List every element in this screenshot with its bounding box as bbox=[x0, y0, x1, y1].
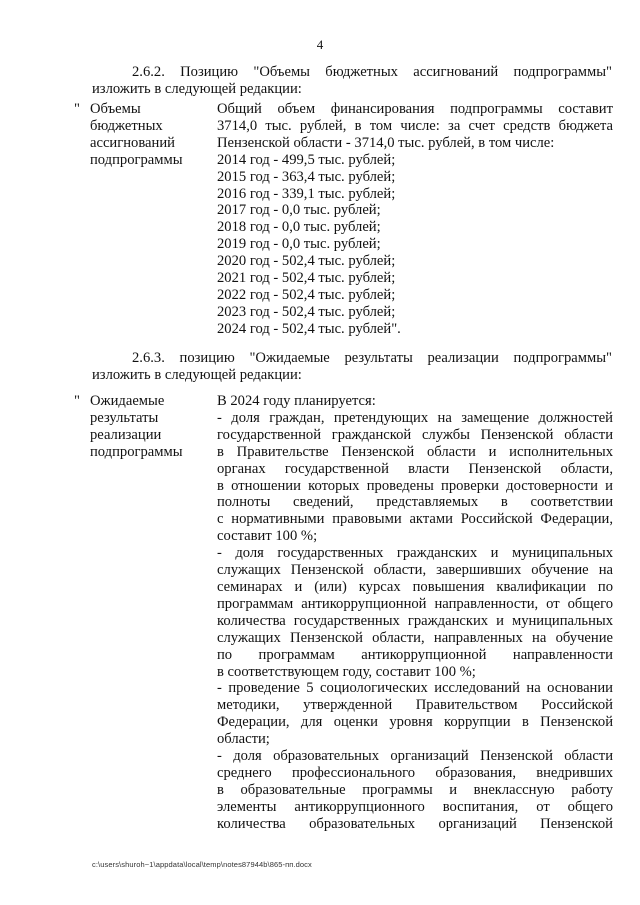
content-line: 3714,0 тыс. рублей, в том числе: за счет средств бюджета bbox=[217, 117, 613, 134]
content-line: Федерации, для оценки уровня коррупции в Пензенской bbox=[217, 714, 613, 731]
content-line: В 2024 году планируется: bbox=[217, 393, 376, 409]
content-line: элементы антикоррупционного воспитания, от общего bbox=[217, 798, 613, 815]
content-line: служащих Пензенской области, направленных на обучение bbox=[217, 629, 613, 646]
year-line: 2021 год - 502,4 тыс. рублей; bbox=[217, 270, 396, 287]
year-line: 2023 год - 502,4 тыс. рублей; bbox=[217, 303, 396, 320]
content-line: - проведение 5 социологических исследований на основании bbox=[217, 680, 613, 697]
content-line: по программам антикоррупционной направленности bbox=[217, 646, 613, 663]
label-line: Ожидаемые bbox=[90, 393, 165, 409]
file-path-footer: c:\users\shuroh~1\appdata\local\temp\notes87944b\865-пп.docx bbox=[92, 860, 312, 869]
section-heading-2-6-3: 2.6.3. позицию "Ожидаемые результаты реализации подпрограммы" изложить в следующей редакции: bbox=[92, 350, 612, 383]
page-number: 4 bbox=[316, 37, 324, 52]
content-line: в Правительстве Пензенской области и исполнительных bbox=[217, 443, 613, 460]
year-line: 2015 год - 363,4 тыс. рублей; bbox=[217, 168, 396, 185]
year-line: 2022 год - 502,4 тыс. рублей; bbox=[217, 286, 396, 303]
year-line: 2016 год - 339,1 тыс. рублей; bbox=[217, 185, 396, 202]
content-line: программам антикоррупционной направленности, от общего bbox=[217, 595, 613, 612]
content-line: органах государственной власти Пензенской области, bbox=[217, 460, 613, 477]
content-line: - доля государственных гражданских и муниципальных bbox=[217, 545, 613, 562]
year-line: 2020 год - 502,4 тыс. рублей; bbox=[217, 253, 396, 270]
label-line: результаты bbox=[90, 409, 159, 426]
expected-results-content bbox=[217, 393, 613, 833]
content-line: в соответствующем году, составит 100 %; bbox=[217, 663, 476, 680]
opening-quote: " bbox=[74, 393, 80, 409]
year-line: 2017 год - 0,0 тыс. рублей; bbox=[217, 202, 381, 219]
content-line: в отношении которых проведены проверки достоверности и bbox=[217, 477, 613, 494]
label-line: ассигнований bbox=[90, 134, 175, 151]
content-line: служащих Пензенской области, завершивших обучение на bbox=[217, 562, 613, 579]
label-line: бюджетных bbox=[90, 117, 163, 134]
content-line: составит 100 %; bbox=[217, 528, 318, 545]
content-line: с нормативными правовыми актами Российской Федерации, bbox=[217, 511, 613, 528]
year-line: 2018 год - 0,0 тыс. рублей; bbox=[217, 219, 381, 236]
content-line: Общий объем финансирования подпрограммы составит bbox=[217, 101, 613, 117]
content-line: количества государственных гражданских и муниципальных bbox=[217, 612, 613, 629]
content-line: количества образовательных организаций Пензенской bbox=[217, 815, 613, 832]
budget-allocation-content bbox=[217, 101, 613, 338]
content-line: в образовательные программы и внеклассную работу bbox=[217, 781, 613, 798]
label-line: реализации bbox=[90, 426, 162, 443]
budget-allocation-label bbox=[90, 101, 208, 169]
year-line: 2024 год - 502,4 тыс. рублей". bbox=[217, 320, 401, 337]
content-line: среднего профессионального образования, внедривших bbox=[217, 764, 613, 781]
year-line: 2019 год - 0,0 тыс. рублей; bbox=[217, 236, 381, 253]
content-line: семинарах и (или) курсах повышения квалификации по bbox=[217, 578, 613, 595]
content-line: полноты сведений, представляемых в соответствии bbox=[217, 494, 613, 511]
content-line: - доля граждан, претендующих на замещение должностей bbox=[217, 409, 613, 426]
content-line: государственной гражданской службы Пензенской области bbox=[217, 426, 613, 443]
year-line: 2014 год - 499,5 тыс. рублей; bbox=[217, 151, 396, 168]
content-line: методики, утвержденной Правительством Российской bbox=[217, 697, 613, 714]
label-line: подпрограммы bbox=[90, 151, 183, 168]
section-heading-2-6-2: 2.6.2. Позицию "Объемы бюджетных ассигнований подпрограммы" изложить в следующей редакции: bbox=[92, 64, 612, 97]
content-line: Пензенской области - 3714,0 тыс. рублей, в том числе: bbox=[217, 134, 555, 151]
label-line: Объемы bbox=[90, 101, 141, 117]
content-line: - доля образовательных организаций Пензенской области bbox=[217, 748, 613, 765]
content-line: области; bbox=[217, 731, 270, 748]
expected-results-label bbox=[90, 393, 208, 461]
opening-quote: " bbox=[74, 101, 80, 117]
label-line: подпрограммы bbox=[90, 443, 183, 460]
